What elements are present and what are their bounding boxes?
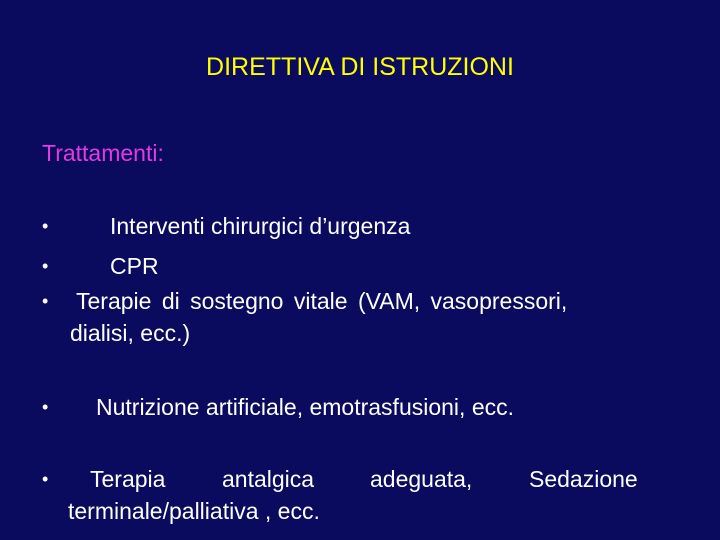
- bullet-dot-icon: •: [42, 397, 49, 417]
- bullet-dot-icon: •: [42, 256, 49, 276]
- bullet-item-2: [42, 251, 642, 281]
- bullet-item-4: [42, 392, 642, 422]
- bullet-text: CPR: [110, 253, 159, 279]
- bullet-text: Terapie di sostegno vitale (VAM, vasopressori,: [76, 288, 568, 314]
- bullet-dot-icon: •: [42, 216, 49, 236]
- bullet-text-part: antalgica: [222, 466, 315, 492]
- bullet-text-part: Terapia: [90, 466, 166, 492]
- bullet-text-part: Sedazione: [529, 466, 638, 492]
- bullet-text-part: adeguata,: [370, 466, 473, 492]
- slide-title: DIRETTIVA DI ISTRUZIONI: [206, 53, 514, 81]
- bullet-text: Interventi chirurgici d’urgenza: [110, 213, 411, 239]
- bullet-item-5: [42, 464, 672, 494]
- bullet-text-continuation: dialisi, ecc.): [70, 320, 191, 346]
- bullet-item-1: [42, 211, 642, 241]
- bullet-dot-icon: •: [42, 291, 49, 311]
- bullet-text: Nutrizione artificiale, emotrasfusioni, ecc.: [96, 394, 514, 420]
- section-heading: Trattamenti:: [42, 140, 164, 166]
- bullet-dot-icon: •: [42, 469, 49, 489]
- bullet-text-continuation: terminale/palliativa , ecc.: [68, 498, 320, 524]
- bullet-item-3: [42, 286, 682, 316]
